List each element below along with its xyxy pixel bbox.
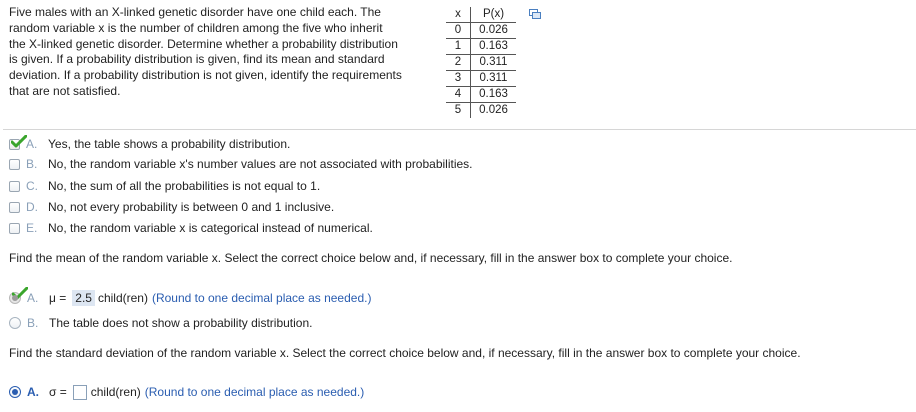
q1-option-c[interactable] [9, 178, 320, 194]
checkmark-icon [12, 287, 28, 301]
copy-table-icon[interactable] [529, 9, 541, 19]
cell-p: 0.026 [471, 23, 517, 39]
table-row [446, 71, 516, 87]
cell-p: 0.163 [471, 87, 517, 103]
q1-option-a[interactable] [9, 136, 290, 152]
cell-x: 2 [446, 55, 471, 71]
mean-answer-box[interactable]: 2.5 [72, 290, 95, 306]
option-letter: D. [26, 200, 38, 214]
rounding-hint: (Round to one decimal place as needed.) [144, 385, 365, 399]
checkmark-icon [11, 135, 27, 149]
unit-label: child(ren) [97, 291, 148, 305]
problem-line: deviation. If a probability distribution is not given, identify the requirements [9, 68, 402, 83]
cell-p: 0.311 [471, 55, 517, 71]
option-letter: A. [27, 291, 39, 305]
table-row [446, 23, 516, 39]
table-row [446, 87, 516, 103]
std-dev-answer-input[interactable] [73, 385, 87, 400]
q2-prompt: Find the mean of the random variable x. Select the correct choice below and, if necessary, fill in the answer box to complete your choice. [9, 251, 733, 265]
radio[interactable] [9, 317, 21, 329]
q1-option-e[interactable] [9, 220, 373, 236]
problem-statement [9, 5, 441, 100]
q2-option-b[interactable] [9, 315, 313, 331]
q1-option-b[interactable] [9, 156, 473, 172]
option-letter: B. [26, 157, 38, 171]
radio-selected[interactable] [9, 292, 21, 304]
checkbox[interactable] [9, 159, 20, 170]
option-text: No, not every probability is between 0 and 1 inclusive. [48, 200, 335, 214]
q3-prompt: Find the standard deviation of the random variable x. Select the correct choice below and, if necessary, fill in the answer box to complete your choice. [9, 346, 801, 360]
sigma-symbol: σ = [49, 385, 67, 399]
option-letter: A. [26, 137, 38, 151]
cell-p: 0.163 [471, 39, 517, 55]
cell-x: 0 [446, 23, 471, 39]
table-row [446, 39, 516, 55]
option-letter: B. [27, 316, 39, 330]
q1-option-d[interactable] [9, 199, 334, 215]
probability-table [446, 7, 516, 118]
mu-symbol: μ = [49, 291, 67, 305]
option-text: No, the random variable x is categorical instead of numerical. [48, 221, 373, 235]
option-text: No, the sum of all the probabilities is not equal to 1. [48, 179, 321, 193]
problem-line: random variable x is the number of children among the five who inherit [9, 20, 383, 35]
q3-option-a[interactable] [9, 384, 364, 400]
option-letter: E. [26, 221, 38, 235]
problem-line: is given. If a probability distribution is given, find its mean and standard [9, 52, 385, 67]
option-text: No, the random variable x's number values are not associated with probabilities. [48, 157, 473, 171]
option-letter: C. [26, 179, 38, 193]
table-row [446, 55, 516, 71]
table-header-row [446, 7, 516, 23]
cell-x: 4 [446, 87, 471, 103]
problem-line: the X-linked genetic disorder. Determine whether a probability distribution [9, 36, 398, 51]
checkbox[interactable] [9, 202, 20, 213]
cell-x: 3 [446, 71, 471, 87]
section-divider [3, 129, 916, 130]
radio-selected[interactable] [9, 386, 21, 398]
header-px: P(x) [471, 7, 517, 23]
cell-x: 1 [446, 39, 471, 55]
checkbox-checked[interactable] [9, 139, 20, 150]
header-x: x [446, 7, 471, 23]
option-letter: A. [27, 385, 39, 399]
table-row [446, 103, 516, 119]
q2-option-a[interactable] [9, 290, 371, 306]
problem-line: that are not satisfied. [9, 83, 121, 98]
checkbox[interactable] [9, 223, 20, 234]
cell-p: 0.311 [471, 71, 517, 87]
cell-x: 5 [446, 103, 471, 119]
checkbox[interactable] [9, 181, 20, 192]
rounding-hint: (Round to one decimal place as needed.) [151, 291, 372, 305]
unit-label: child(ren) [90, 385, 141, 399]
problem-line: Five males with an X-linked genetic disorder have one child each. The [9, 5, 381, 19]
option-text: The table does not show a probability distribution. [49, 316, 313, 330]
option-text: Yes, the table shows a probability distribution. [48, 137, 291, 151]
cell-p: 0.026 [471, 103, 517, 119]
